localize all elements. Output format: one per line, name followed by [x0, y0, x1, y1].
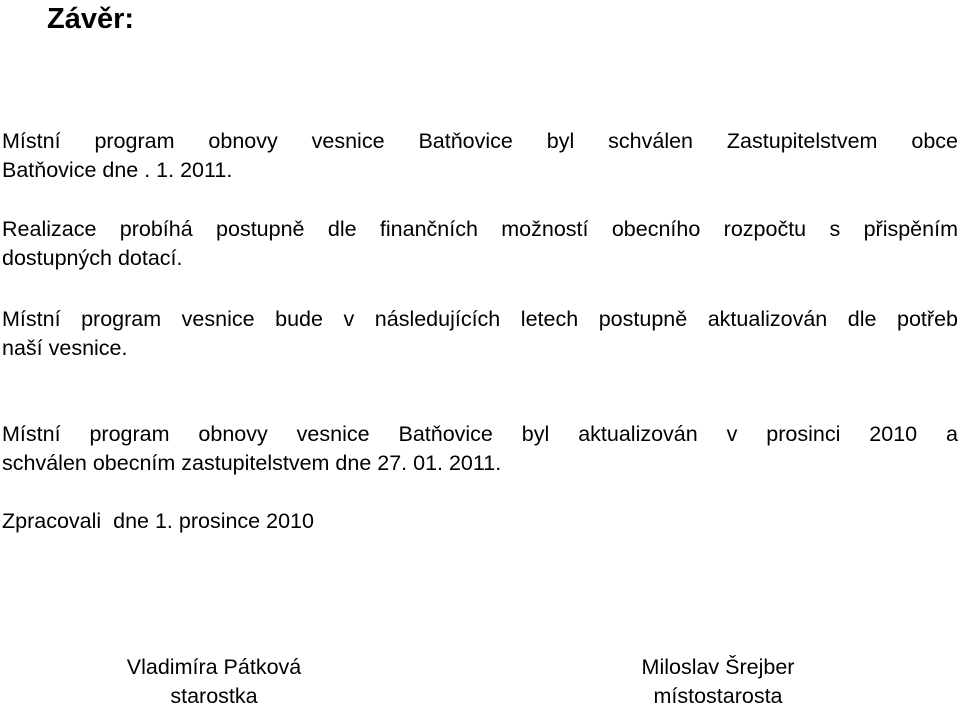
- signature-role: místostarosta: [653, 684, 783, 708]
- signature-name: Miloslav Šrejber: [641, 655, 795, 679]
- paragraph-line: Realizace probíhá postupně dle finančních možností obecního rozpočtu s přispěním: [2, 217, 958, 241]
- signature-mayor: [94, 653, 334, 711]
- paragraph-line: Místní program obnovy vesnice Batňovice byl aktualizován v prosinci 2010 a: [2, 422, 958, 446]
- paragraph-line: schválen obecním zastupitelstvem dne 27. 01. 2011.: [2, 451, 502, 475]
- page-title: Závěr:: [47, 3, 135, 35]
- paragraph-line: dostupných dotací.: [2, 246, 183, 270]
- signature-role: starostka: [170, 684, 258, 708]
- paragraph-prepared-date: [2, 507, 602, 536]
- signature-deputy-mayor: [598, 653, 838, 711]
- signature-name: Vladimíra Pátková: [126, 655, 302, 679]
- paragraph-line: Batňovice dne . 1. 2011.: [2, 158, 233, 182]
- paragraph-line: Zpracovali dne 1. prosince 2010: [2, 509, 314, 533]
- paragraph-update-approval: [2, 420, 958, 478]
- paragraph-realization: [2, 215, 958, 273]
- paragraph-line: Místní program obnovy vesnice Batňovice byl schválen Zastupitelstvem obce: [2, 129, 958, 153]
- paragraph-line: naší vesnice.: [2, 336, 128, 360]
- paragraph-update-plan: [2, 305, 958, 363]
- paragraph-line: Místní program vesnice bude v následujících letech postupně aktualizován dle potřeb: [2, 307, 958, 331]
- paragraph-approval: [2, 127, 958, 185]
